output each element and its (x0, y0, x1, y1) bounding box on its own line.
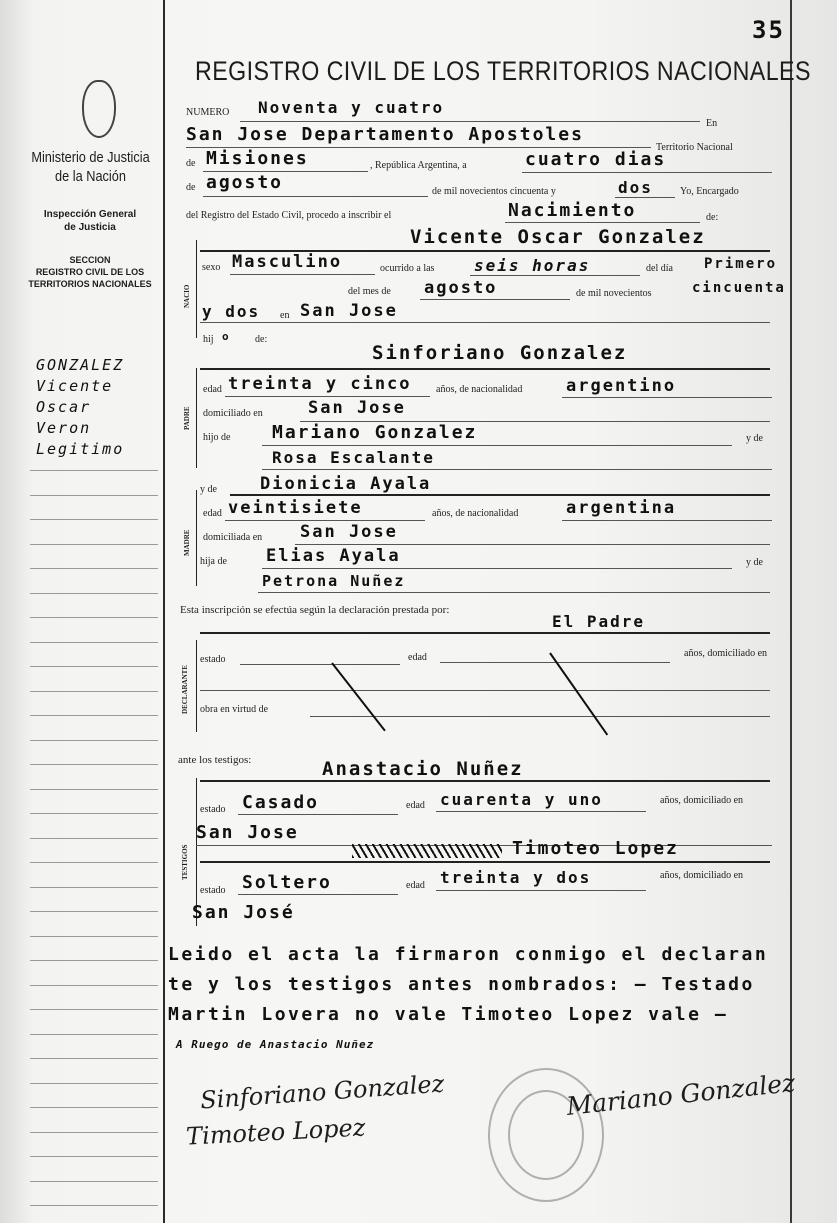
label-territorio: Territorio Nacional (656, 142, 733, 153)
ledger-line (30, 470, 158, 471)
inspection-line-2: de Justicia (64, 222, 116, 233)
coat-of-arms-emblem (82, 80, 116, 138)
label-declaracion: Esta inscripción se efectúa según la declaración prestada por: (180, 604, 450, 616)
ledger-line (30, 911, 158, 912)
section-label (20, 254, 160, 290)
birth-year-cont: y dos (202, 302, 261, 321)
father-mother: Rosa Escalante (272, 448, 435, 467)
label-estado-t2: estado (200, 885, 226, 896)
birth-month: agosto (424, 278, 498, 298)
witness2-status: Soltero (242, 872, 332, 893)
label-de-mes: de (186, 182, 196, 193)
label-en-2: en (280, 310, 290, 321)
right-edge-rule (790, 0, 792, 1223)
closing-statement (168, 940, 768, 1030)
label-yo: Yo, Encargado (680, 186, 739, 197)
witness1-domicile: San Jose (196, 822, 299, 843)
ledger-line (30, 862, 158, 863)
label-nac-padre: años, de nacionalidad (436, 384, 523, 395)
ledger-line (30, 666, 158, 667)
father-father: Mariano Gonzalez (272, 422, 478, 443)
record-act: Nacimiento (508, 200, 637, 221)
birth-day: Primero (704, 256, 778, 272)
witness2-domicile: San José (192, 902, 295, 923)
page-title: REGISTRO CIVIL DE LOS TERRITORIOS NACIONALES (195, 56, 811, 86)
ledger-line (30, 1107, 158, 1108)
ledger-line (30, 789, 158, 790)
closing-line-3: Martin Lovera no vale Timoteo Lopez vale — (168, 1004, 729, 1025)
birth-place: San Jose (300, 301, 398, 321)
ledger-line (30, 519, 158, 520)
label-sexo: sexo (202, 262, 221, 273)
record-number: Noventa y cuatro (258, 98, 445, 117)
label-anos-dom-t2: años, domiciliado en (660, 870, 744, 881)
ministry-line-1: Ministerio de Justicia (31, 149, 150, 166)
ledger-line (30, 887, 158, 888)
father-nationality: argentino (566, 376, 677, 396)
label-estado-decl: estado (200, 654, 226, 665)
ledger-line (30, 715, 158, 716)
label-de-mil: de mil novecientos cincuenta y (432, 186, 556, 197)
declarant: El Padre (552, 612, 646, 631)
witness1-name: Anastacio Nuñez (322, 758, 524, 780)
ledger-line (30, 1132, 158, 1133)
child-name: Vicente Oscar Gonzalez (410, 226, 706, 248)
label-domiciliada: domiciliada en (203, 532, 263, 543)
closing-line-2: te y los testigos antes nombrados: — Testado (168, 974, 755, 995)
ledger-line (30, 593, 158, 594)
label-del-dia: del día (646, 263, 673, 274)
margin-rule (163, 0, 165, 1223)
margin-note-middle: Oscar (36, 398, 92, 416)
ledger-line (30, 1034, 158, 1035)
label-y-de-madre: y de (200, 484, 217, 495)
signature-father: Sinforiano Gonzalez (199, 1069, 446, 1115)
label-estado-t1: estado (200, 804, 226, 815)
declaracion-text: Esta inscripción se efectúa según la declaración prestada por (180, 604, 447, 616)
record-year: dos (618, 178, 653, 197)
label-domiciliado-padre: domiciliado en (203, 408, 263, 419)
label-hija-de: hija de (200, 556, 227, 567)
ministry-name (29, 148, 152, 186)
label-obra: obra en virtud de (200, 704, 269, 715)
witness1-status: Casado (242, 792, 320, 813)
ledger-line (30, 813, 158, 814)
ledger-line (30, 617, 158, 618)
label-de: de (186, 158, 196, 169)
label-republica: , República Argentina, a (370, 160, 467, 171)
section-line-2: TERRITORIOS NACIONALES (28, 279, 152, 289)
mother-age: veintisiete (228, 498, 363, 518)
label-hij: hij (203, 334, 214, 345)
struck-name-scribble (352, 844, 502, 858)
label-testigos-v: TESTIGOS (181, 844, 189, 880)
record-month: agosto (206, 172, 284, 193)
territory-name: Misiones (206, 148, 309, 169)
page-number: 35 (752, 16, 785, 44)
margin-note-status: Legitimo (36, 440, 125, 458)
ledger-line (30, 960, 158, 961)
label-madre: MADRE (183, 529, 191, 556)
ledger-line (30, 495, 158, 496)
label-y-de-madre-2: y de (746, 557, 763, 568)
label-de-3: de: (255, 334, 268, 345)
ministry-line-2: de la Nación (55, 168, 126, 185)
birth-year: cincuenta (692, 280, 786, 296)
ledger-line (30, 1181, 158, 1182)
label-edad-t1: edad (406, 800, 425, 811)
label-ocurrido: ocurrido a las (380, 263, 435, 274)
inspection-label (30, 208, 150, 234)
mother-domicile: San Jose (300, 522, 398, 542)
label-nac-madre: años, de nacionalidad (432, 508, 519, 519)
label-edad-decl: edad (408, 652, 427, 663)
label-y-de-padre: y de (746, 433, 763, 444)
label-testigos: ante los testigos: (178, 754, 252, 766)
inspection-line-1: Inspección General (43, 209, 137, 220)
ledger-line (30, 568, 158, 569)
margin-note-mother: Veron (36, 419, 92, 437)
ledger-line (30, 1058, 158, 1059)
father-name: Sinforiano Gonzalez (372, 342, 628, 364)
ledger-line (30, 642, 158, 643)
ledger-line (30, 1205, 158, 1206)
label-anos-dom-decl: años, domiciliado en (684, 648, 768, 659)
section-heading: SECCION (69, 255, 111, 265)
birth-hour: seis horas (474, 256, 591, 275)
mother-name: Dionicia Ayala (260, 474, 432, 494)
mother-mother: Petrona Nuñez (262, 572, 406, 590)
label-de-mil-2: de mil novecientos (576, 288, 652, 299)
label-edad-madre: edad (203, 508, 222, 519)
label-edad-t2: edad (406, 880, 425, 891)
label-numero: NUMERO (186, 107, 230, 118)
ledger-line (30, 1156, 158, 1157)
mother-nationality: argentina (566, 498, 677, 518)
label-padre: PADRE (183, 406, 191, 430)
label-de-2: de: (706, 212, 719, 223)
label-anos-dom-t1: años, domiciliado en (660, 795, 744, 806)
ledger-line (30, 544, 158, 545)
label-nacio: NACIO (183, 284, 191, 308)
ruego-note: A Ruego de Anastacio Nuñez (176, 1038, 375, 1051)
ledger-line (30, 691, 158, 692)
label-del-mes: del mes de (348, 286, 391, 297)
label-hijo-de: hijo de (203, 432, 231, 443)
mother-father: Elias Ayala (266, 546, 401, 566)
hij-suffix: o (222, 330, 231, 343)
ledger-line (30, 936, 158, 937)
record-place: San Jose Departamento Apostoles (186, 124, 584, 145)
margin-note-name: Vicente (36, 377, 114, 395)
ledger-line (30, 985, 158, 986)
father-age: treinta y cinco (228, 374, 412, 394)
ledger-line (30, 764, 158, 765)
record-day: cuatro dias (525, 149, 667, 170)
witness2-age: treinta y dos (440, 868, 592, 887)
label-del-registro: del Registro del Estado Civil, procedo a inscribir el (186, 210, 392, 221)
ledger-line (30, 1083, 158, 1084)
ledger-line (30, 740, 158, 741)
witness1-age: cuarenta y uno (440, 790, 603, 809)
father-domicile: San Jose (308, 398, 406, 418)
section-line-1: REGISTRO CIVIL DE LOS (35, 267, 145, 277)
label-edad-padre: edad (203, 384, 222, 395)
label-en: En (706, 118, 718, 129)
signature-officer: Mariano Gonzalez (565, 1068, 797, 1121)
witness2-name: Timoteo Lopez (512, 838, 679, 859)
margin-note (36, 355, 124, 460)
child-sex: Masculino (232, 252, 343, 272)
ledger-line (30, 838, 158, 839)
closing-line-1: Leido el acta la firmaron conmigo el declaran (168, 944, 769, 965)
label-declarante: DECLARANTE (181, 664, 189, 714)
ledger-line (30, 1009, 158, 1010)
margin-note-surname: GONZALEZ (36, 356, 125, 374)
signature-witness: Timoteo Lopez (185, 1113, 367, 1151)
